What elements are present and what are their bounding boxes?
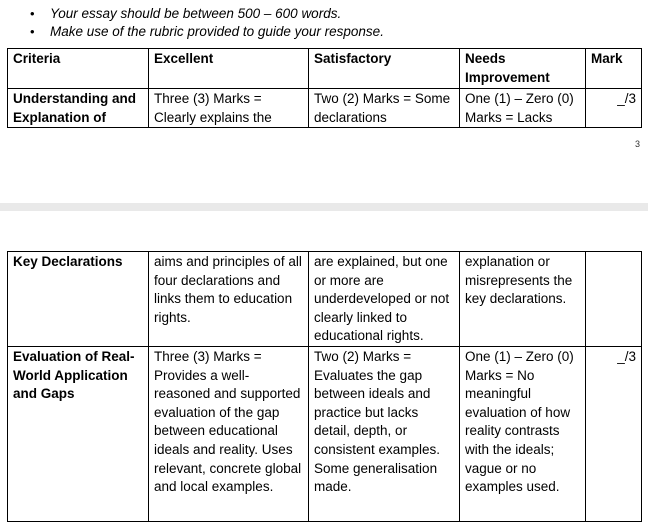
satisfactory-cell: Two (2) Marks = Some declarations [309, 89, 460, 128]
needs-improvement-cell: One (1) – Zero (0) Marks = No meaningful evaluation of how reality contrasts with the ideals; vague or no examples used. [460, 347, 586, 522]
needs-improvement-cell: One (1) – Zero (0) Marks = Lacks [460, 89, 586, 128]
table-header-row [8, 49, 642, 89]
header-needs-improvement: Needs Improvement [460, 49, 586, 89]
criteria-cell: Key Declarations [8, 252, 149, 347]
needs-improvement-cell: explanation or misrepresents the key declarations. [460, 252, 586, 347]
instruction-item [30, 5, 384, 23]
header-criteria: Criteria [8, 49, 149, 89]
header-satisfactory: Satisfactory [309, 49, 460, 89]
rubric-table-bottom [7, 251, 642, 522]
mark-cell: _/3 [586, 89, 642, 128]
header-mark: Mark [586, 49, 642, 89]
mark-cell [586, 252, 642, 347]
satisfactory-cell: are explained, but one or more are underdeveloped or not clearly linked to educational rights. [309, 252, 460, 347]
bullet-icon: • [30, 6, 35, 21]
rubric-table-top [7, 48, 642, 128]
table-row [8, 252, 642, 347]
satisfactory-cell: Two (2) Marks = Evaluates the gap between ideals and practice but lacks detail, depth, or consistent examples. Some generalisation made. [309, 347, 460, 522]
criteria-cell: Evaluation of Real-World Application and Gaps [8, 347, 149, 522]
page-number: 3 [634, 139, 640, 149]
instruction-list [30, 5, 384, 41]
instruction-item [30, 23, 384, 41]
table-row [8, 89, 642, 128]
mark-cell: _/3 [586, 347, 642, 522]
document-page-bottom [0, 211, 648, 513]
excellent-cell: Three (3) Marks = Clearly explains the [149, 89, 309, 128]
excellent-cell: Three (3) Marks = Provides a well-reasoned and supported evaluation of the gap between educational ideals and reality. Uses relevant, concrete global and local examples. [149, 347, 309, 522]
instruction-text: Make use of the rubric provided to guide your response. [50, 24, 384, 39]
header-excellent: Excellent [149, 49, 309, 89]
bullet-icon: • [30, 24, 35, 39]
instruction-text: Your essay should be between 500 – 600 words. [50, 6, 342, 21]
criteria-cell: Understanding and Explanation of [8, 89, 149, 128]
page-separator [0, 203, 648, 211]
table-row [8, 347, 642, 522]
excellent-cell: aims and principles of all four declarations and links them to education rights. [149, 252, 309, 347]
document-page-top [0, 0, 648, 203]
